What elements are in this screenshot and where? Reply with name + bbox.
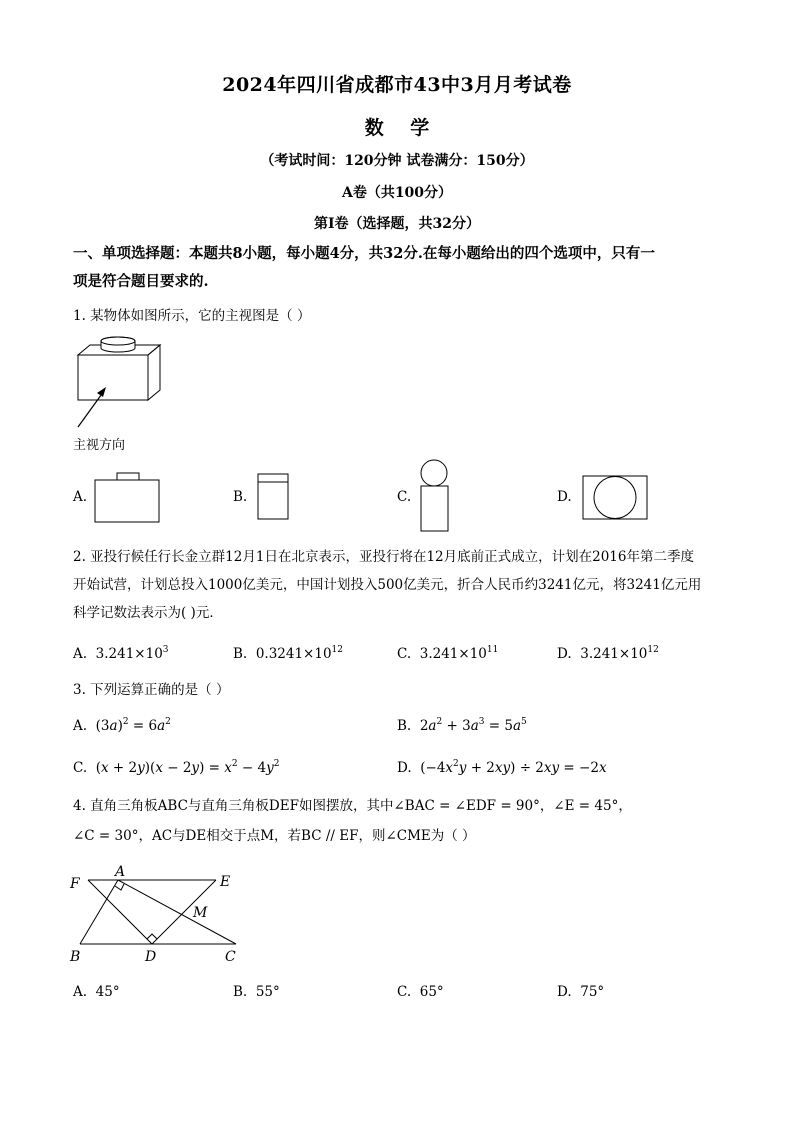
q2-option-d-exp: 12 xyxy=(647,645,659,655)
q2-option-a-exp: 3 xyxy=(162,645,169,655)
q3-option-b[interactable] xyxy=(397,718,527,734)
q3-option-d-label: D. xyxy=(397,760,412,776)
q1-option-d-label: D. xyxy=(557,489,572,505)
q3-option-a-label: A. xyxy=(73,718,88,734)
q3-option-b-label: B. xyxy=(397,718,412,734)
q2-line-3: 科学记数法表示为( )元． xyxy=(73,605,223,621)
q2-option-d-label: D. xyxy=(557,646,572,662)
q2-option-a[interactable] xyxy=(73,646,169,662)
cuboid-front-face xyxy=(78,355,148,400)
exam-title: 2024年四川省成都市43中3月月考试卷 xyxy=(222,74,572,96)
q4-option-d-value: 75° xyxy=(580,984,605,1000)
q4-line-2: ∠C = 30°，AC与DE相交于点M，若BC // EF，则∠CME为（ ） xyxy=(73,828,476,844)
q4-option-a-label: A. xyxy=(73,984,88,1000)
q4-option-c-label: C. xyxy=(397,984,412,1000)
point-m-label: M xyxy=(193,905,208,921)
q2-option-d[interactable] xyxy=(557,646,659,662)
q4-option-c[interactable] xyxy=(397,984,444,1000)
q2-line-1: 2. 亚投行候任行长金立群12月1日在北京表示，亚投行将在12月底前正式成立，计划在2016年第二季度 xyxy=(73,549,694,565)
q2-option-d-base: 3.241×10 xyxy=(580,646,648,662)
q3-stem: 3. 下列运算正确的是（ ） xyxy=(73,682,230,698)
q1-option-a-label: A. xyxy=(73,489,88,505)
q1-option-b-figure[interactable] xyxy=(255,472,291,522)
cuboid-side-face xyxy=(148,345,160,400)
arrow-head-icon xyxy=(97,387,106,397)
q3-option-d[interactable] xyxy=(397,760,607,776)
q4-figure-triangles xyxy=(66,858,246,968)
view-direction-arrow xyxy=(78,391,104,427)
q1-stem: 1. 某物体如图所示，它的主视图是（ ） xyxy=(73,308,311,324)
q4-option-a[interactable] xyxy=(73,984,120,1000)
part-one-heading: 第Ⅰ卷（选择题，共32分） xyxy=(313,216,481,232)
q4-option-d-label: D. xyxy=(557,984,572,1000)
q4-option-c-value: 65° xyxy=(419,984,444,1000)
point-c-label: C xyxy=(225,949,236,965)
exam-info: （考试时间：120分钟 试卷满分：150分） xyxy=(260,153,534,169)
q4-option-d[interactable] xyxy=(557,984,604,1000)
volume-a-heading: A卷（共100分） xyxy=(341,185,453,201)
q4-option-b-value: 55° xyxy=(255,984,280,1000)
q2-option-a-label: A. xyxy=(73,646,88,662)
q1-option-c-figure[interactable] xyxy=(415,458,455,534)
section-instruction xyxy=(73,240,728,296)
q3-option-d-expr: $(-4x^2y + 2xy) \div 2xy = -2x$ xyxy=(420,759,607,776)
cylinder-body xyxy=(101,341,135,352)
q1-option-d-figure[interactable] xyxy=(580,474,650,522)
q4-option-a-value: 45° xyxy=(95,984,120,1000)
q4-option-b[interactable] xyxy=(233,984,280,1000)
q2-option-c-label: C. xyxy=(397,646,412,662)
q3-option-c-expr: $(x + 2y)(x - 2y) = x^2 - 4y^2$ xyxy=(95,759,280,776)
q2-option-a-base: 3.241×10 xyxy=(95,646,163,662)
q2-option-b-label: B. xyxy=(233,646,248,662)
q1-figure-label: 主视方向 xyxy=(73,438,126,453)
point-e-label: E xyxy=(220,874,231,890)
q3-option-c-label: C. xyxy=(73,760,88,776)
section-line-2: 项是符合题目要求的. xyxy=(73,273,209,290)
q1-option-a-figure[interactable] xyxy=(92,467,162,525)
q2-option-b-base: 0.3241×10 xyxy=(255,646,332,662)
point-a-label: A xyxy=(115,864,126,880)
q1-option-b-label: B. xyxy=(233,489,248,505)
point-d-label: D xyxy=(145,949,157,965)
q4-stem xyxy=(73,792,632,850)
q2-stem xyxy=(73,543,701,627)
q1-figure-solid xyxy=(70,335,170,430)
point-f-label: F xyxy=(70,876,80,892)
q4-line-1: 4. 直角三角板ABC与直角三角板DEF如图摆放，其中∠BAC = ∠EDF = 90°，∠E = 45°， xyxy=(73,798,632,814)
q2-option-c[interactable] xyxy=(397,646,498,662)
q2-line-2: 开始试营，计划总投入1000亿美元，中国计划投入500亿美元，折合人民币约3241亿元，将3241亿元用 xyxy=(73,577,702,593)
q2-option-b[interactable] xyxy=(233,646,343,662)
q2-option-c-base: 3.241×10 xyxy=(419,646,487,662)
q3-option-a[interactable] xyxy=(73,718,171,734)
q3-option-b-expr: $2a^2 + 3a^3 = 5a^5$ xyxy=(419,717,527,734)
q2-option-b-exp: 12 xyxy=(331,645,343,655)
q2-option-c-exp: 11 xyxy=(486,645,499,655)
q3-option-c[interactable] xyxy=(73,760,279,776)
q3-option-a-expr: $(3a)^2 = 6a^2$ xyxy=(95,717,171,734)
section-line-1: 一、单项选择题：本题共8小题，每小题4分，共32分.在每小题给出的四个选项中，只有一 xyxy=(73,245,655,262)
q1-option-c-label: C. xyxy=(397,489,412,505)
subject-title: 数 学 xyxy=(364,117,430,139)
q4-option-b-label: B. xyxy=(233,984,248,1000)
point-b-label: B xyxy=(70,949,81,965)
